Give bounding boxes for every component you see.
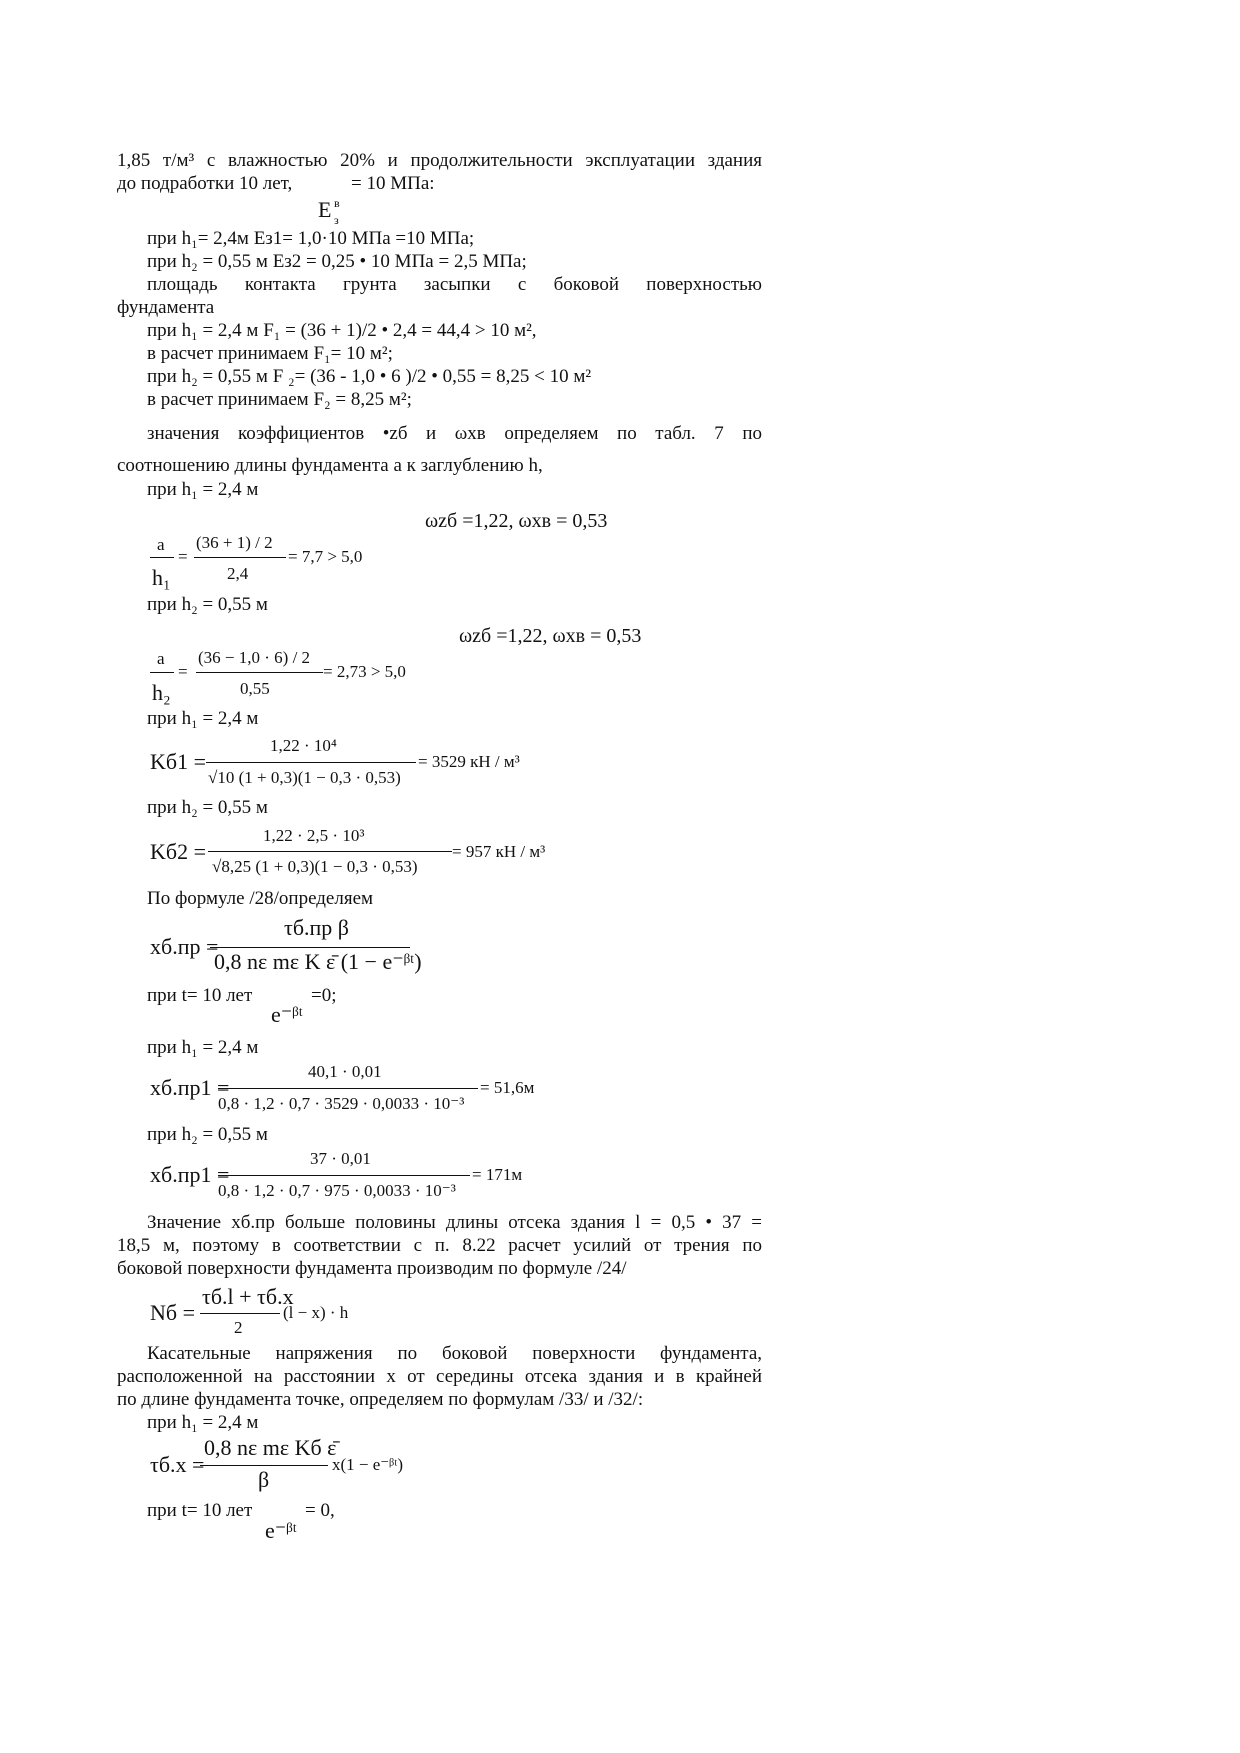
paragraph-line: до подработки 10 лет, <box>117 173 293 194</box>
fraction-bar <box>150 672 174 673</box>
formula-denominator: β <box>258 1467 270 1492</box>
formula-lhs: Nб = <box>150 1300 195 1325</box>
fraction-bar <box>150 557 174 558</box>
text-line: = 0, <box>305 1500 335 1521</box>
fraction-bar <box>194 557 286 558</box>
formula-numerator: 1,22 · 2,5 · 10³ <box>263 826 365 845</box>
formula-result: = 7,7 > 5,0 <box>288 547 363 566</box>
formula-denominator: 0,8 nε mε K ε̄ (1 − e⁻ᵝᵗ) <box>214 949 422 974</box>
paragraph-line: Значение xб.пр больше половины длины отсека здания l = 0,5 • 37 = <box>147 1212 762 1233</box>
formula-a: a <box>157 535 165 554</box>
fraction-bar <box>206 762 416 763</box>
paragraph-line: = 10 МПа: <box>351 173 435 194</box>
text-line: при h₁ = 2,4 м <box>147 1412 259 1433</box>
paragraph-line: Касательные напряжения по боковой поверхности фундамента, <box>147 1343 762 1364</box>
formula-numerator: 1,22 · 10⁴ <box>270 736 337 755</box>
text-line: при h₂ = 0,55 м <box>147 594 268 615</box>
formula-numerator: 40,1 · 0,01 <box>308 1062 382 1081</box>
text-line: в расчет принимаем F₁= 10 м²; <box>147 343 393 364</box>
formula-h: h₂ <box>152 680 171 705</box>
fraction-bar <box>218 1175 470 1176</box>
formula-numerator: (36 − 1,0 · 6) / 2 <box>198 648 311 667</box>
formula-denominator: 0,8 · 1,2 · 0,7 · 975 · 0,0033 · 10⁻³ <box>218 1181 456 1200</box>
formula-a: a <box>157 649 165 668</box>
formula-exp: e⁻ᵝᵗ <box>271 1002 303 1027</box>
formula-numerator: (36 + 1) / 2 <box>196 533 273 552</box>
paragraph-line: боковой поверхности фундамента производим по формуле /24/ <box>117 1258 627 1279</box>
equals-sign: = <box>178 662 188 681</box>
text-line: при h₂ = 0,55 м <box>147 1124 268 1145</box>
omega-values: ωzб =1,22, ωхв = 0,53 <box>459 625 642 647</box>
symbol-ez-sub: з <box>334 213 339 227</box>
paragraph-line: 1,85 т/м³ с влажностью 20% и продолжительности эксплуатации здания <box>117 150 762 171</box>
formula-numerator: τб.l + τб.x <box>202 1284 294 1309</box>
formula-lhs: xб.пр = <box>150 934 219 959</box>
fraction-bar <box>208 851 452 852</box>
paragraph-line: 18,5 м, поэтому в соответствии с п. 8.22 расчет усилий от трения по <box>117 1235 762 1256</box>
formula-lhs: xб.пр1 = <box>150 1162 230 1187</box>
formula-result: = 171м <box>472 1165 523 1184</box>
fraction-bar <box>200 1465 328 1466</box>
formula-lhs: Kб2 = <box>150 839 206 864</box>
formula-numerator: 0,8 nε mε Kб ε̄ <box>204 1435 337 1460</box>
formula-rhs: x(1 − e⁻ᵝᵗ) <box>332 1455 403 1474</box>
formula-exp: e⁻ᵝᵗ <box>265 1518 297 1543</box>
formula-lhs: xб.пр1 = <box>150 1075 230 1100</box>
text-line: при h₂ = 0,55 м F ₂= (36 - 1,0 • 6 )/2 • 0,55 = 8,25 < 10 м² <box>147 366 592 387</box>
text-line: при t= 10 лет <box>147 985 253 1006</box>
text-line: в расчет принимаем F₂ = 8,25 м²; <box>147 389 412 410</box>
text-line: при h₂ = 0,55 м <box>147 797 268 818</box>
equals-sign: = <box>178 547 188 566</box>
formula-result: = 2,73 > 5,0 <box>323 662 406 681</box>
formula-denominator: 0,55 <box>240 679 270 698</box>
formula-lhs: τб.x = <box>150 1452 205 1477</box>
text-line: при h₂ = 0,55 м Eз2 = 0,25 • 10 МПа = 2,5 МПа; <box>147 251 527 272</box>
formula-rhs: (l − x) · h <box>283 1303 349 1322</box>
symbol-ez-sup: в <box>334 196 340 210</box>
text-line: значения коэффициентов •zб и ωхв определяем по табл. 7 по <box>147 423 762 444</box>
text-line: соотношению длины фундамента a к заглублению h, <box>117 455 543 476</box>
fraction-bar <box>200 1313 280 1314</box>
formula-result: = 957 кН / м³ <box>452 842 546 861</box>
fraction-bar <box>218 1088 478 1089</box>
paragraph-line: расположенной на расстоянии x от середины отсека здания и в крайней <box>117 1366 762 1387</box>
formula-lhs: Kб1 = <box>150 749 206 774</box>
symbol-ez: E <box>318 197 332 222</box>
text-line: при h₁ = 2,4 м <box>147 479 259 500</box>
text-line: при h₁= 2,4м Eз1= 1,0·10 МПа =10 МПа; <box>147 228 475 249</box>
formula-h: h₁ <box>152 565 171 590</box>
text-line: при h₁ = 2,4 м <box>147 1037 259 1058</box>
fraction-bar <box>210 947 410 948</box>
text-line: при h₁ = 2,4 м <box>147 708 259 729</box>
formula-numerator: 37 · 0,01 <box>310 1149 371 1168</box>
text-line: при t= 10 лет <box>147 1500 253 1521</box>
text-line: при h₁ = 2,4 м F₁ = (36 + 1)/2 • 2,4 = 44,4 > 10 м², <box>147 320 537 341</box>
formula-denominator: 2 <box>234 1318 243 1337</box>
formula-numerator: τб.пр β <box>284 915 350 940</box>
paragraph-line: по длине фундамента точке, определяем по формулам /33/ и /32/: <box>117 1389 644 1410</box>
formula-denominator: 2,4 <box>227 564 249 583</box>
text-line: площадь контакта грунта засыпки с боковой поверхностью <box>147 274 762 295</box>
text-line: фундамента <box>117 297 215 318</box>
formula-result: = 51,6м <box>480 1078 535 1097</box>
formula-result: = 3529 кН / м³ <box>418 752 520 771</box>
omega-values: ωzб =1,22, ωхв = 0,53 <box>425 510 608 532</box>
text-line: По формуле /28/определяем <box>147 888 374 909</box>
fraction-bar <box>196 672 323 673</box>
formula-denominator: √8,25 (1 + 0,3)(1 − 0,3 · 0,53) <box>212 857 418 876</box>
text-line: =0; <box>311 985 337 1006</box>
formula-denominator: 0,8 · 1,2 · 0,7 · 3529 · 0,0033 · 10⁻³ <box>218 1094 465 1113</box>
formula-denominator: √10 (1 + 0,3)(1 − 0,3 · 0,53) <box>208 768 401 787</box>
